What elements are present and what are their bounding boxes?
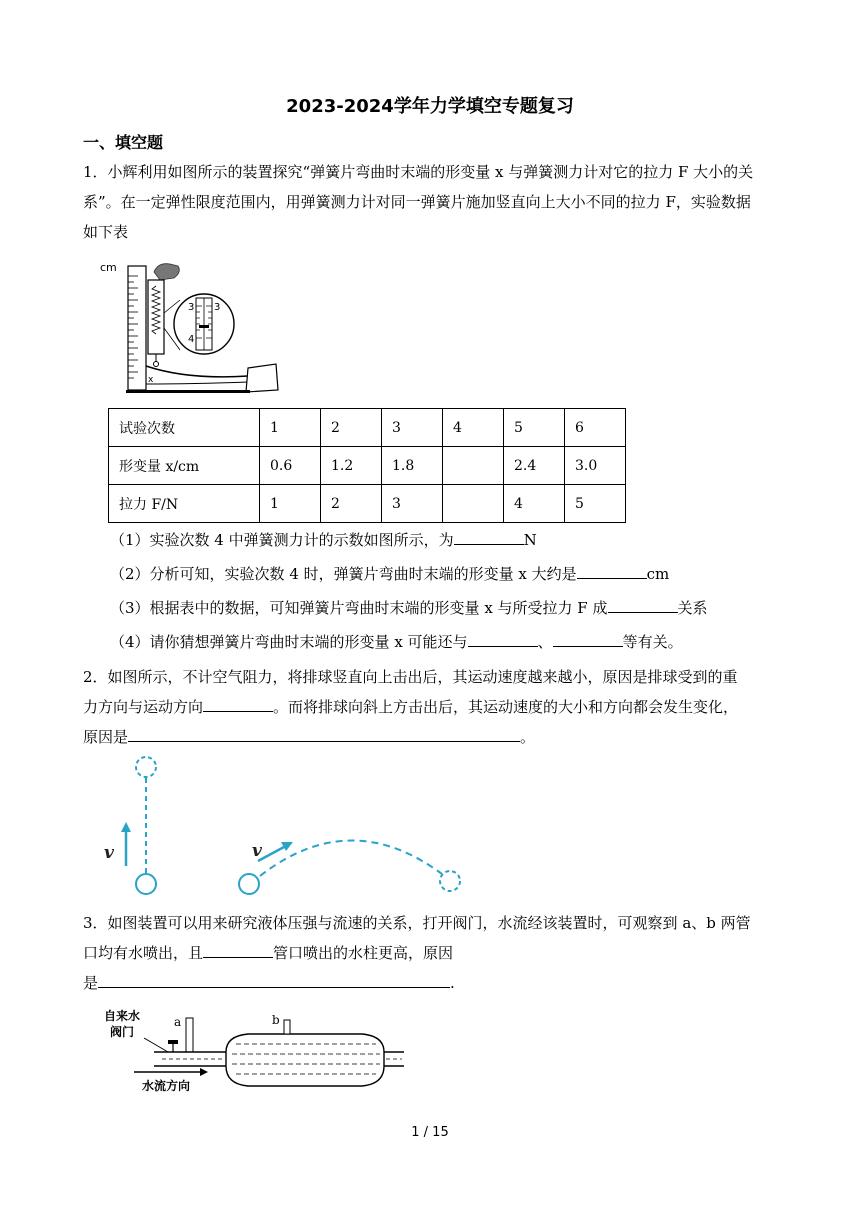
table-cell: 3: [382, 409, 443, 447]
page-number: 1 / 15: [411, 1125, 449, 1140]
velocity-label-oblique: v: [252, 841, 262, 861]
scale-label-3-right: 3: [214, 302, 221, 313]
table-cell: 3: [382, 485, 443, 523]
table-cell: 1.2: [321, 447, 382, 485]
table-cell: 形变量 x/cm: [109, 447, 260, 485]
tap-label-2: 阀门: [110, 1025, 135, 1039]
table-row: [109, 409, 626, 447]
table-cell: 6: [565, 409, 626, 447]
table-cell: 1: [260, 485, 321, 523]
q3-line3: 是 .: [83, 968, 783, 998]
answer-blank[interactable]: [577, 562, 647, 579]
table-cell: 1: [260, 409, 321, 447]
table-cell: 5: [504, 409, 565, 447]
q1-sub2: （2）分析可知，实验次数 4 时，弹簧片弯曲时末端的形变量 x 大约是 cm: [110, 562, 669, 586]
q1-sub3: （3）根据表中的数据，可知弹簧片弯曲时末端的形变量 x 与所受拉力 F 成 关系: [110, 596, 708, 620]
q2-line2: 力方向与运动方向 。而将排球向斜上方击出后，其运动速度的大小和方向都会发生变化，: [83, 692, 783, 722]
q1-sub4: （4）请你猜想弹簧片弯曲时末端的形变量 x 可能还与 、 等有关。: [110, 630, 683, 654]
q1-line2: 系”。在一定弹性限度范围内，用弹簧测力计对同一弹簧片施加竖直向上大小不同的拉力 F，实验数据: [83, 193, 751, 211]
q1-sub1: （1）实验次数 4 中弹簧测力计的示数如图所示，为 N: [110, 528, 537, 552]
table-cell: 试验次数: [109, 409, 260, 447]
page-title: 2023-2024学年力学填空专题复习: [286, 96, 574, 117]
q2-volleyball-figure: [100, 756, 470, 896]
answer-blank[interactable]: [203, 695, 273, 712]
figure-unit-label: cm: [100, 261, 117, 274]
q3-line2: 口均有水喷出，且 管口喷出的水柱更高，原因: [83, 938, 783, 968]
tube-label-a: a: [174, 1015, 182, 1029]
section-heading: 一、填空题: [83, 133, 164, 152]
answer-blank[interactable]: [553, 630, 623, 647]
answer-blank[interactable]: [128, 725, 520, 742]
table-cell: 5: [565, 485, 626, 523]
q2-line1: 2．如图所示，不计空气阻力，将排球竖直向上击出后，其运动速度越来越小，原因是排球受到的重: [83, 668, 738, 686]
q3-line1: 3．如图装置可以用来研究液体压强与流速的关系，打开阀门，水流经该装置时，可观察到 a、b 两管: [83, 914, 751, 932]
q2-line3: 原因是 。: [83, 722, 783, 752]
table-cell: 2.4: [504, 447, 565, 485]
scale-label-3: 3: [188, 302, 195, 313]
tap-label-1: 自来水: [104, 1009, 141, 1023]
answer-blank[interactable]: [98, 971, 450, 988]
scale-label-4: 4: [188, 334, 195, 345]
q1-data-table: [108, 408, 626, 523]
answer-blank[interactable]: [608, 596, 678, 613]
table-cell: 3.0: [565, 447, 626, 485]
table-cell: 拉力 F/N: [109, 485, 260, 523]
table-row: [109, 447, 626, 485]
q1-line3: 如下表: [83, 223, 129, 241]
answer-blank[interactable]: [203, 941, 273, 958]
tube-label-b: b: [272, 1013, 280, 1027]
velocity-label-vertical: v: [104, 843, 114, 863]
table-cell: [443, 485, 504, 523]
table-cell: 2: [321, 485, 382, 523]
x-deflection-label: x: [148, 375, 154, 385]
table-cell: 2: [321, 409, 382, 447]
table-cell: 0.6: [260, 447, 321, 485]
flow-direction-label: 水流方向: [142, 1079, 191, 1093]
table-cell: 4: [504, 485, 565, 523]
table-cell: [443, 447, 504, 485]
table-row: [109, 485, 626, 523]
table-cell: 4: [443, 409, 504, 447]
table-cell: 1.8: [382, 447, 443, 485]
q1-line1: 1．小辉利用如图所示的装置探究“弹簧片弯曲时末端的形变量 x 与弹簧测力计对它的拉力 F 大小的关: [83, 163, 754, 181]
q1-spring-figure: [98, 258, 280, 398]
answer-blank[interactable]: [468, 630, 538, 647]
answer-blank[interactable]: [454, 528, 524, 545]
q3-pipe-figure: [104, 1008, 404, 1094]
